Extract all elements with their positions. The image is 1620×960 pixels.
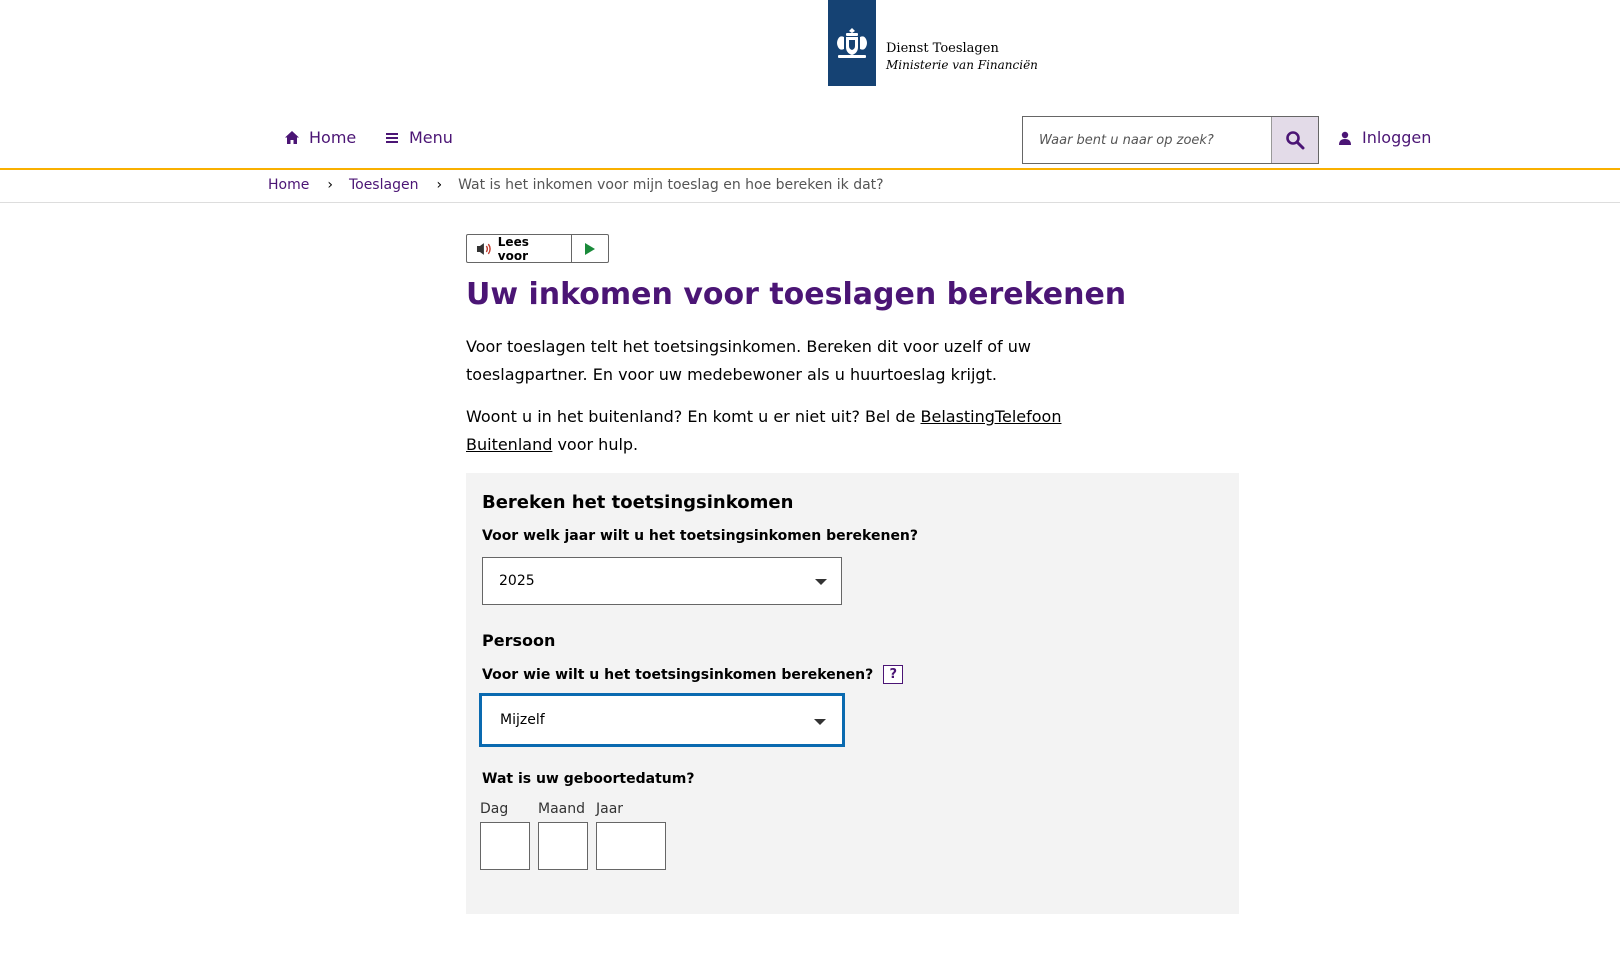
day-field	[480, 800, 530, 870]
readspeaker-widget	[466, 234, 609, 263]
birthdate-fields	[480, 800, 1223, 870]
nav-home-link[interactable]	[283, 128, 356, 147]
person-select-value: Mijzelf	[500, 712, 545, 728]
logo[interactable]	[828, 0, 1038, 86]
intro-text: Voor toeslagen telt het toetsingsinkomen. Bereken dit voor uzelf of uw toeslagpartner. En voor uw medebewoner als u huurtoeslag krijgt.	[466, 337, 1031, 384]
logo-text	[886, 40, 1038, 73]
intro-abroad-after: voor hulp.	[552, 435, 639, 454]
dropdown-caret-icon	[814, 719, 826, 725]
search-box	[1022, 116, 1319, 164]
year-question: Voor welk jaar wilt u het toetsingsinkomen berekenen?	[482, 528, 919, 544]
logo-line-2: Ministerie van Financiën	[886, 58, 1038, 72]
nav-login-link[interactable]	[1336, 128, 1431, 147]
year-select[interactable]	[482, 557, 842, 605]
breadcrumb-home[interactable]: Home	[268, 177, 310, 193]
read-aloud-button[interactable]	[467, 235, 572, 262]
calculator-panel	[466, 473, 1239, 914]
intro-abroad-before: Woont u in het buitenland? En komt u er niet uit? Bel de	[466, 407, 921, 426]
page-title: Uw inkomen voor toeslagen berekenen	[466, 277, 1127, 312]
person-question-row	[482, 665, 1223, 684]
month-input[interactable]	[538, 822, 588, 870]
year-select-value: 2025	[499, 573, 535, 589]
belastingtelefoon-buitenland-link[interactable]: BelastingTelefoon Buitenland	[466, 407, 1062, 454]
search-button[interactable]	[1271, 117, 1318, 163]
search-input[interactable]	[1023, 117, 1271, 163]
person-question: Voor wie wilt u het toetsingsinkomen berekenen?	[482, 666, 874, 683]
nav-menu-button[interactable]	[383, 128, 453, 147]
day-input[interactable]	[480, 822, 530, 870]
breadcrumb-inner	[268, 177, 884, 193]
home-icon	[283, 129, 301, 147]
search-icon	[1285, 130, 1305, 150]
month-label: Maand	[538, 801, 585, 817]
help-button[interactable]: ?	[883, 665, 903, 684]
play-button[interactable]	[572, 235, 608, 262]
main-content	[466, 234, 1241, 914]
user-icon	[1336, 129, 1354, 147]
menu-icon	[383, 129, 401, 147]
day-label: Dag	[480, 801, 509, 817]
breadcrumb-current: Wat is het inkomen voor mijn toeslag en hoe bereken ik dat?	[458, 177, 884, 193]
month-field	[538, 800, 588, 870]
intro-text-abroad	[466, 403, 1146, 459]
calculator-title: Bereken het toetsingsinkomen	[482, 492, 794, 513]
chevron-right-icon: ›	[436, 177, 443, 193]
speaker-icon	[476, 242, 494, 256]
breadcrumb-toeslagen[interactable]: Toeslagen	[348, 177, 419, 193]
nav-login-label: Inloggen	[1362, 128, 1432, 147]
year-label: Jaar	[596, 801, 624, 817]
breadcrumb	[0, 172, 1620, 203]
nav-menu-label: Menu	[409, 128, 453, 147]
chevron-right-icon: ›	[327, 177, 333, 193]
person-heading: Persoon	[482, 631, 556, 650]
coat-of-arms-icon	[832, 25, 872, 61]
year-input[interactable]	[596, 822, 666, 870]
top-navigation	[0, 116, 1620, 170]
birthdate-question: Wat is uw geboortedatum?	[482, 771, 695, 787]
play-icon	[584, 243, 596, 255]
nav-home-label: Home	[309, 128, 357, 147]
logo-line-1: Dienst Toeslagen	[886, 41, 999, 56]
read-aloud-label: Lees voor	[497, 234, 529, 263]
person-select[interactable]	[482, 696, 842, 744]
year-field	[596, 800, 666, 870]
dropdown-caret-icon	[815, 579, 827, 585]
logo-bar	[828, 0, 876, 86]
